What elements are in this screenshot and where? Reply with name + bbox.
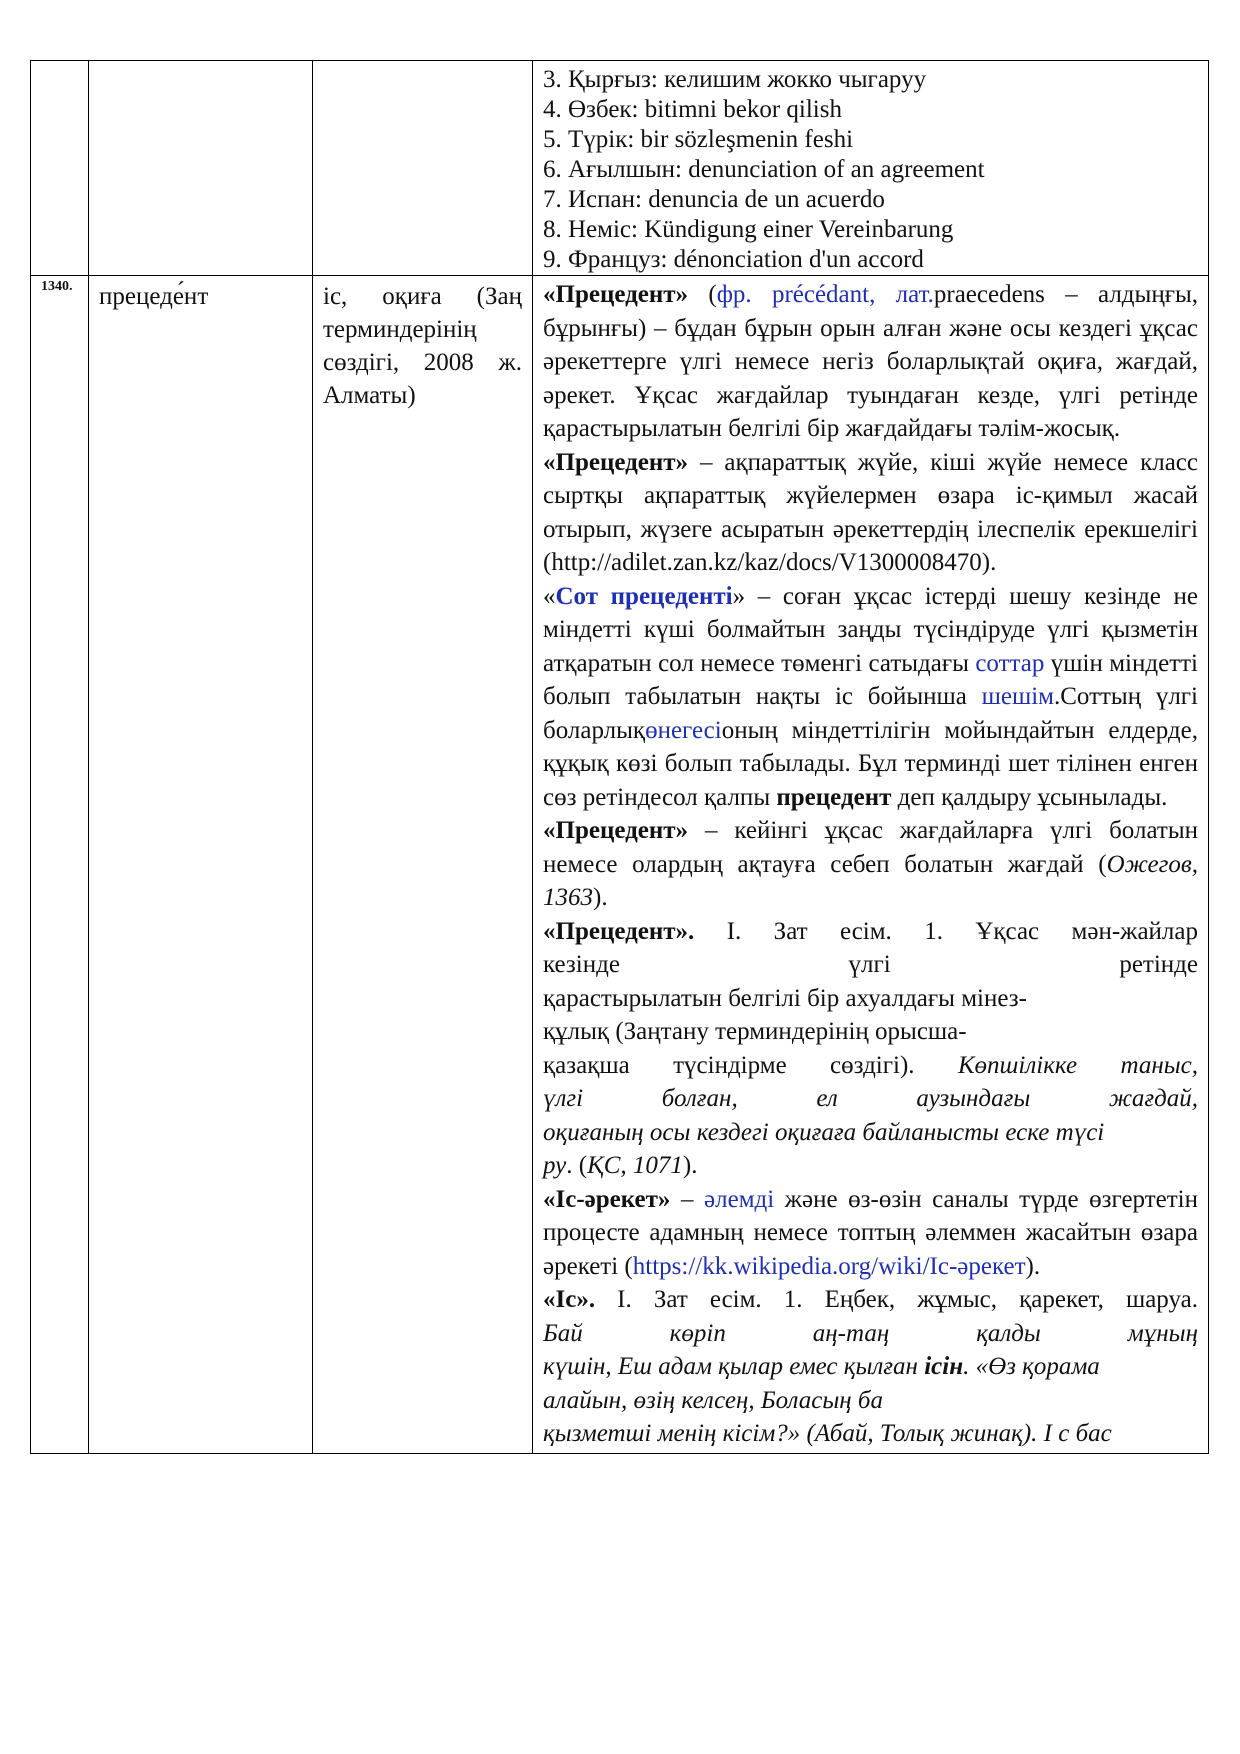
entry-term: прецеде́нт — [89, 276, 313, 1454]
decision-link[interactable]: шешім — [981, 683, 1054, 710]
definition-head: «Прецедент». — [543, 917, 695, 945]
translation-line: 3. Қырғыз: келишим жокко чыгаруу — [543, 66, 927, 93]
table-row — [31, 276, 1209, 1454]
definition-paragraph: «Прецедент» (фр. précédant, лат.praecedens – алдыңғы, бұрынғы) – бұдан бұрын орын алған және осы кездегі ұқсас әрекеттерге үлгі немесе негіз боларлықтай оқиға, жағдай, әрекет. Ұқсас жағдайлар туындаған кезде, үлгі ретінде қарастырылатын белгілі бір жағдайдағы тәлім-жосық. — [543, 281, 1199, 442]
translation-line: 9. Француз: dénonciation d'un accord — [543, 246, 924, 273]
kazakh-equivalent: іс, оқиға (Заң терминдерінің сөздігі, 2008 ж. Алматы) — [313, 276, 533, 1454]
definition-cell — [533, 276, 1209, 1454]
kazakh-cell-empty — [313, 61, 533, 276]
term-cell-empty — [89, 61, 313, 276]
definition-paragraph: «Прецедент». І. Зат есім. 1. Ұқсас мән-жайлар кезінде үлгі ретінде қарастырылатын белгілі бір ахуалдағы мінез- құлық (Заңтану терминдерінің орысша- қазақша түсіндірме сөздігі). Көпшілікке таныс, үлгі болған, ел аузындағы жағдай, оқиғаның осы кездегі оқиғаға байланысты еске түсі ру. (ҚС, 1071). — [543, 917, 1199, 1179]
translation-line: 7. Испан: denuncia de un acuerdo — [543, 186, 885, 213]
world-link[interactable]: әлемді — [704, 1185, 775, 1213]
definition-head: «Прецедент» — [543, 817, 689, 844]
etymology-link[interactable]: фр. précédant, лат. — [716, 281, 934, 308]
definition-paragraph: «Прецедент» – кейінгі ұқсас жағдайларға үлгі болатын немесе олардың ақтауға себеп болатын жағдай (Ожегов, 1363). — [543, 817, 1198, 911]
number-cell-empty — [31, 61, 89, 276]
entry-number: 1340. — [31, 276, 89, 1454]
definition-head: «Іс». — [543, 1286, 596, 1313]
definition-head: «Прецедент» — [543, 281, 689, 308]
courts-link[interactable]: соттар — [975, 649, 1045, 677]
court-precedent-link[interactable]: Сот прецеденті — [555, 582, 733, 610]
definition-paragraph: «Прецедент» – ақпараттық жүйе, кіші жүйе немесе класс сыртқы ақпараттық жүйелермен өзара іс-қимыл жасай отырып, жүзеге асыратын әрекеттердің ілеспелік ерекшелігі (http://adilet.zan.kz/kaz/docs/V1300008470). — [543, 448, 1198, 576]
translation-line: 8. Неміс: Kündigung einer Vereinbarung — [543, 216, 954, 243]
example-link[interactable]: өнегесі — [645, 716, 722, 744]
definition-paragraph: «Іс». І. Зат есім. 1. Еңбек, жұмыс, қарекет, шаруа. Бай көріп аң-таң қалды мұның күшін, Еш адам қылар емес қылған ісін. «Өз қорама алайын, өзің келсең, Боласың ба қызметші менің кісім?» (Абай, Толық жинақ). І с бас — [543, 1286, 1198, 1447]
translation-line: 5. Түрік: bir sözleşmenin feshi — [543, 126, 854, 153]
wikipedia-link[interactable]: https://kk.wikipedia.org/wiki/Іс-әрекет — [632, 1252, 1026, 1280]
translation-line: 4. Өзбек: bitimni bekor qilish — [543, 96, 842, 123]
translations-cell — [533, 61, 1209, 276]
definition-head: «Прецедент» — [543, 448, 689, 476]
definition-paragraph: «Іс-әрекет» – әлемді және өз-өзін саналы түрде өзгертетін процесте адамның немесе топтың әлеммен жасайтын өзара әрекеті (https://kk.wikipedia.org/wiki/Іс-әрекет). — [543, 1185, 1198, 1280]
dictionary-table — [30, 60, 1209, 1454]
definition-paragraph: «Сот прецеденті» – соған ұқсас істерді шешу кезінде не міндетті күші болмайтын заңды түсіндіруде үлгі қызметін атқаратын сол немесе төменгі сатыдағы соттар үшін міндетті болып табылатын нақты іс бойынша шешім.Соттың үлгі боларлықөнегесіоның міндеттілігін мойындайтын елдерде, құқық көзі болып табылады. Бұл терминді шет тілінен енген сөз ретіндесол қалпы прецедент деп қалдыру ұсынылады. — [543, 582, 1199, 811]
translation-line: 6. Ағылшын: denunciation of an agreement — [543, 156, 985, 183]
table-row — [31, 61, 1209, 276]
definition-head: «Іс-әрекет» — [543, 1185, 671, 1213]
